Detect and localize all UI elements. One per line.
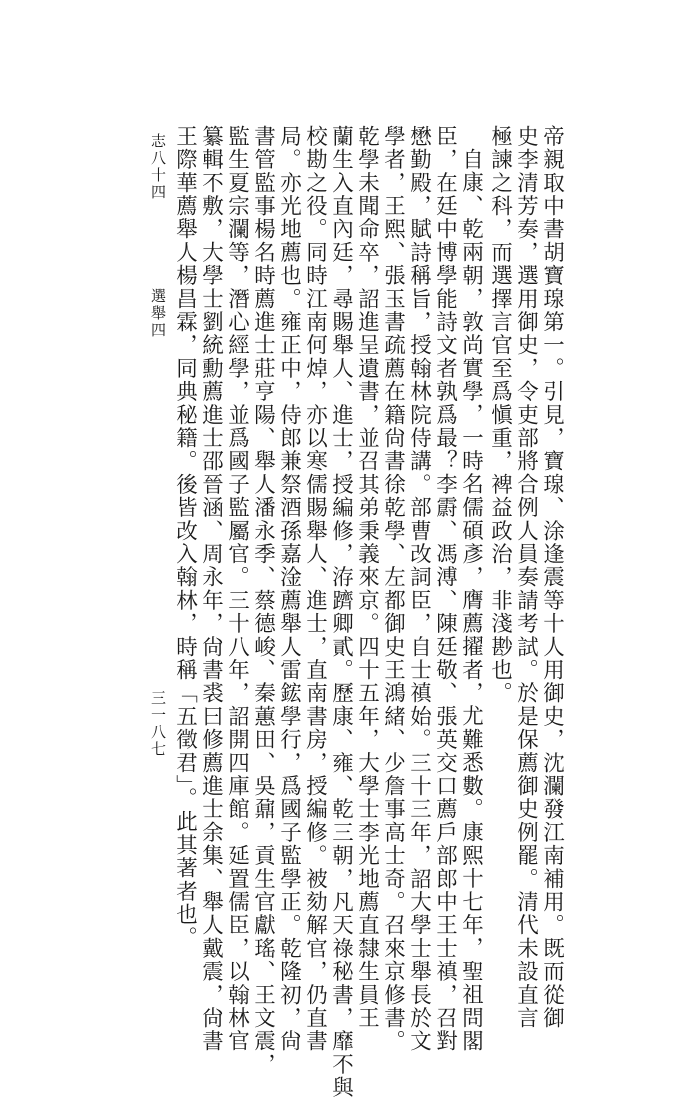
text-column-5: 臣，在廷中博學能詩文者孰爲最？李霨、馮溥、陳廷敬、張英交口薦戶部郎中王士禛，召對: [432, 125, 458, 1053]
text-column-9: 蘭生入直內廷，尋賜舉人、進士，授編修，洊躋卿貳。歷康、雍、乾三朝，凡天祿秘書，靡不與: [328, 125, 354, 1099]
text-column-6: 懋勤殿，賦詩稱旨，授翰林院侍講。部曹改詞臣，自士禛始。三十三年，詔大學士舉長於文: [406, 125, 432, 1053]
text-column-8: 乾學未聞命卒，詔進呈遺書，並召其弟秉義來京。四十五年，大學士李光地薦直隸生員王: [354, 125, 380, 1030]
text-column-2: 史李清芳奏，選用御史，令吏部將合例人員奏請考試。於是保薦御史例罷。清代未設直言: [513, 125, 539, 1030]
text-column-12: 書管監事楊名時薦進士莊亨陽、舉人潘永季、蔡德峻、秦蕙田、吳鼐，貢生官獻瑤、王文震，: [250, 125, 276, 1077]
text-column-14: 纂輯不敷，大學士劉統勳薦進士邵晉涵、周永年，尙書裘曰修薦進士余集、舉人戴震，尙書: [198, 125, 224, 1053]
text-column-3: 極諫之科，而選擇言官至爲愼重，裨益政治，非淺尠也。: [487, 125, 513, 705]
running-header-section: 志八十四: [149, 133, 167, 201]
text-column-4: 自康、乾兩朝，敦尚實學，一時名儒碩彥，膺薦擢者，尤難悉數。康熙十七年，聖祖問閣: [458, 148, 484, 1053]
text-column-11: 局。亦光地薦也。雍正中，侍郎兼祭酒孫嘉淦薦舉人雷鋐學行，爲國子監學正。乾隆初，尙: [276, 125, 302, 1053]
text-column-10: 校勘之役。同時江南何焯，亦以寒儒賜舉人、進士，直南書房，授編修。被劾解官，仍直書: [302, 125, 328, 1053]
page-number: 三一八七: [149, 690, 167, 758]
text-column-7: 學者，王熙、張玉書疏薦在籍尙書徐乾學、左都御史王鴻緒、少詹事高士奇。召來京修書。: [380, 125, 406, 1053]
text-column-1: 帝親取中書胡寶瑔第一。引見，寶瑔、涂逢震等十人用御史，沈瀾發江南補用。既而從御: [539, 125, 565, 1030]
running-header-chapter: 選舉四: [149, 288, 167, 339]
text-column-13: 監生夏宗瀾等，潛心經學，並爲國子監屬官。三十八年，詔開四庫館。延置儒臣，以翰林官: [224, 125, 250, 1053]
text-column-15: 王際華薦舉人楊昌霖，同典秘籍。後皆改入翰林，時稱「五徵君」。此其著者也。: [172, 125, 198, 950]
